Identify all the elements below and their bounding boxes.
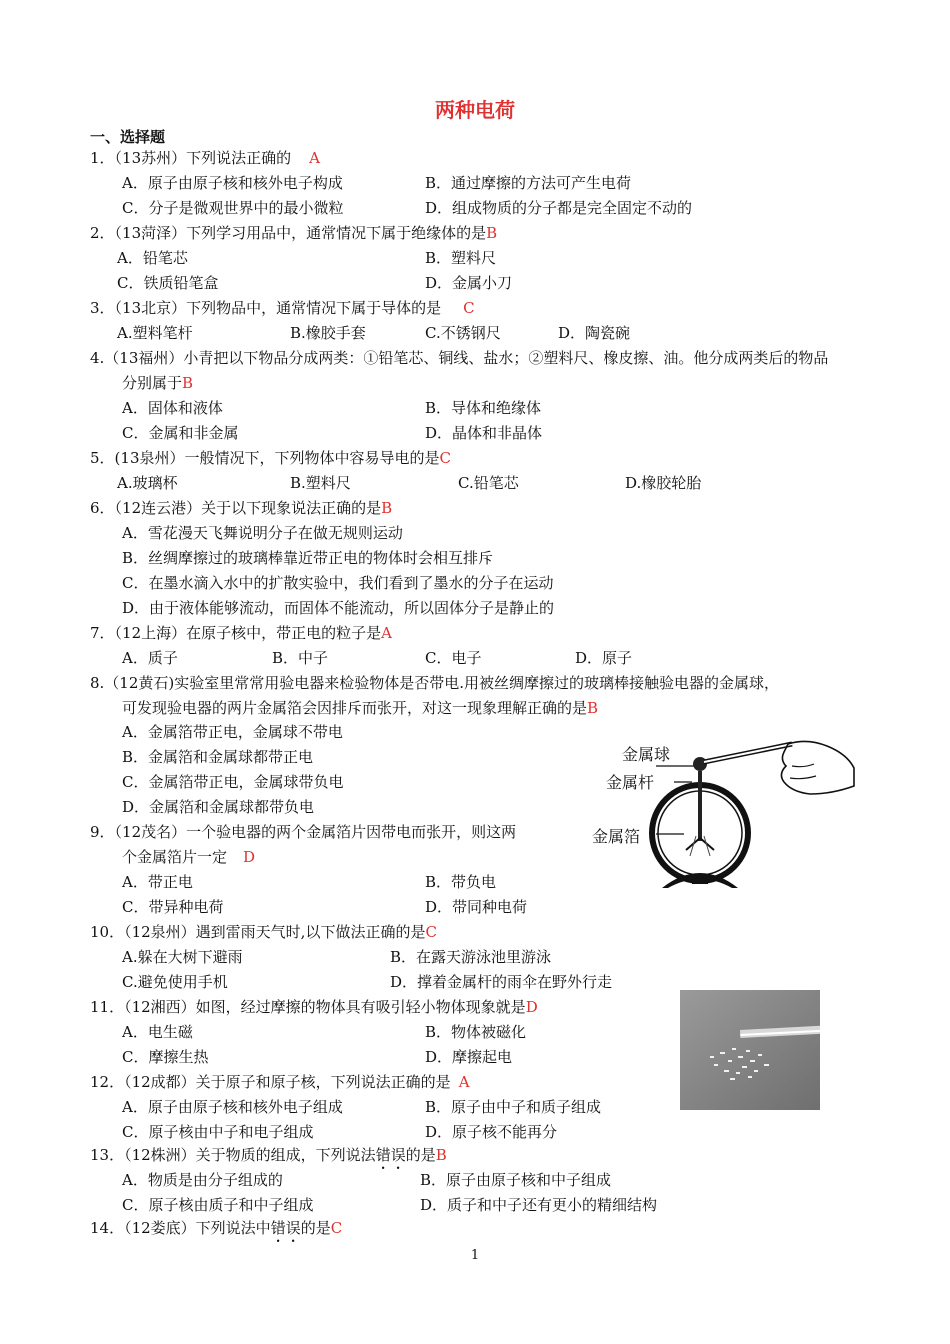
question-2-stem: 2．（13菏泽）下列学习用品中，通常情况下属于绝缘体的是B — [90, 224, 498, 242]
label-ball: 金属球 — [622, 745, 671, 764]
question-4-stem: 4.（13福州）小青把以下物品分成两类：①铅笔芯、铜线、盐水；②塑料尺、橡皮擦、油。他分成两类后的物品 — [90, 349, 829, 367]
answer-11: D — [525, 998, 538, 1016]
option: A．带正电 — [122, 873, 193, 891]
option: D．金属小刀 — [425, 274, 513, 292]
answer-13: B — [435, 1146, 447, 1164]
option: D．组成物质的分子都是完全固定不动的 — [425, 199, 693, 217]
question-12-stem: 12．（12成都）关于原子和原子核，下列说法正确的是 A — [90, 1073, 470, 1091]
answer-12: A — [458, 1073, 470, 1091]
answer-7: A — [381, 624, 392, 642]
option: B．带负电 — [425, 873, 497, 891]
option: D．由于液体能够流动，而固体不能流动，所以固体分子是静止的 — [122, 599, 555, 617]
option: C．原子核由中子和电子组成 — [122, 1123, 314, 1141]
question-13-stem: 13．（12株洲）关于物质的组成，下列说法错误的是B — [90, 1146, 447, 1164]
option: A.躲在大树下避雨 — [122, 948, 243, 966]
answer-3: C — [463, 299, 475, 317]
option: D．带同种电荷 — [425, 898, 528, 916]
answer-8: B — [587, 699, 599, 717]
option: A．原子由原子核和核外电子组成 — [122, 1098, 343, 1116]
option: B．通过摩擦的方法可产生电荷 — [425, 174, 632, 192]
emphasis-word: 错误 — [270, 1219, 301, 1237]
answer-9: D — [243, 848, 256, 866]
option: A．电生磁 — [122, 1023, 193, 1041]
answer-1: A — [309, 149, 320, 167]
option: D．摩擦起电 — [425, 1048, 513, 1066]
page-number: 1 — [470, 1248, 480, 1263]
option: B.橡胶手套 — [290, 324, 366, 342]
option: A．物质是由分子组成的 — [122, 1171, 283, 1189]
answer-4: B — [182, 374, 194, 392]
option: B．中子 — [272, 649, 329, 667]
question-8-stem: 8.（12黄石)实验室里常常用验电器来检验物体是否带电.用被丝绸摩擦过的玻璃棒接触验电器的金属球， — [90, 674, 780, 692]
question-5-stem: 5．(13泉州）一般情况下，下列物体中容易导电的是C — [90, 449, 451, 467]
option: D．质子和中子还有更小的精细结构 — [420, 1196, 658, 1214]
option: B．金属箔和金属球都带正电 — [122, 748, 314, 766]
emphasis-word: 错误 — [375, 1146, 406, 1164]
option: D．原子 — [575, 649, 633, 667]
option: C．金属箔带正电，金属球带负电 — [122, 773, 344, 791]
option: C．铁质铅笔盒 — [117, 274, 219, 292]
option: A．铅笔芯 — [117, 249, 188, 267]
option: C.避免使用手机 — [122, 973, 228, 991]
option: C.铅笔芯 — [458, 474, 519, 492]
option: B．在露天游泳池里游泳 — [390, 948, 552, 966]
question-6-stem: 6．（12连云港）关于以下现象说法正确的是B — [90, 499, 393, 517]
option: D．原子核不能再分 — [425, 1123, 558, 1141]
option: C．在墨水滴入水中的扩散实验中，我们看到了墨水的分子在运动 — [122, 574, 554, 592]
option: B．丝绸摩擦过的玻璃棒靠近带正电的物体时会相互排斥 — [122, 549, 494, 567]
question-8-stem-cont: 可发现验电器的两片金属箔会因排斥而张开，对这一现象理解正确的是B — [122, 699, 599, 717]
option: B．原子由原子核和中子组成 — [420, 1171, 612, 1189]
option: C．分子是微观世界中的最小微粒 — [122, 199, 344, 217]
question-14-stem: 14．（12娄底）下列说法中错误的是C — [90, 1219, 343, 1237]
option: C．金属和非金属 — [122, 424, 239, 442]
option: C．原子核由质子和中子组成 — [122, 1196, 314, 1214]
question-9-stem: 9．（12茂名）一个验电器的两个金属箔片因带电而张开，则这两 — [90, 823, 517, 841]
option: D．陶瓷碗 — [558, 324, 631, 342]
option: C.不锈钢尺 — [425, 324, 501, 342]
option: A．金属箔带正电，金属球不带电 — [122, 723, 343, 741]
label-rod: 金属杆 — [606, 773, 655, 792]
option: D.橡胶轮胎 — [625, 474, 702, 492]
option: D．撑着金属杆的雨伞在野外行走 — [390, 973, 613, 991]
section-heading: 一、选择题 — [90, 128, 166, 146]
option: C．电子 — [425, 649, 482, 667]
label-foil: 金属箔 — [592, 827, 641, 846]
question-7-stem: 7．（12上海）在原子核中，带正电的粒子是A — [90, 624, 392, 642]
option: B．物体被磁化 — [425, 1023, 527, 1041]
answer-6: B — [381, 499, 393, 517]
document-title: 两种电荷 — [435, 98, 515, 122]
question-4-stem-cont: 分别属于B — [122, 374, 194, 392]
question-10-stem: 10．（12泉州）遇到雷雨天气时,以下做法正确的是C — [90, 923, 437, 941]
electroscope-figure — [592, 738, 857, 893]
option: A.塑料笔杆 — [117, 324, 193, 342]
question-1-stem: 1．（13苏州）下列说法正确的 A — [90, 149, 320, 167]
answer-14: C — [330, 1219, 343, 1237]
option: D．晶体和非晶体 — [425, 424, 543, 442]
option: D．金属箔和金属球都带负电 — [122, 798, 315, 816]
question-3-stem: 3．（13北京）下列物品中，通常情况下属于导体的是 C — [90, 299, 475, 317]
friction-photo — [680, 990, 820, 1110]
option: C．带异种电荷 — [122, 898, 224, 916]
answer-10: C — [425, 923, 437, 941]
answer-2: B — [486, 224, 498, 242]
question-9-stem-cont: 个金属箔片一定 D — [122, 848, 256, 866]
question-11-stem: 11．（12湘西）如图，经过摩擦的物体具有吸引轻小物体现象就是D — [90, 998, 538, 1016]
option: A.玻璃杯 — [117, 474, 178, 492]
option: B．导体和绝缘体 — [425, 399, 542, 417]
option: B.塑料尺 — [290, 474, 351, 492]
option: B．原子由中子和质子组成 — [425, 1098, 602, 1116]
option: A．原子由原子核和核外电子构成 — [122, 174, 343, 192]
option: A．雪花漫天飞舞说明分子在做无规则运动 — [122, 524, 403, 542]
option: A．质子 — [122, 649, 178, 667]
option: A．固体和液体 — [122, 399, 223, 417]
option: B．塑料尺 — [425, 249, 497, 267]
option: C．摩擦生热 — [122, 1048, 209, 1066]
answer-5: C — [439, 449, 451, 467]
